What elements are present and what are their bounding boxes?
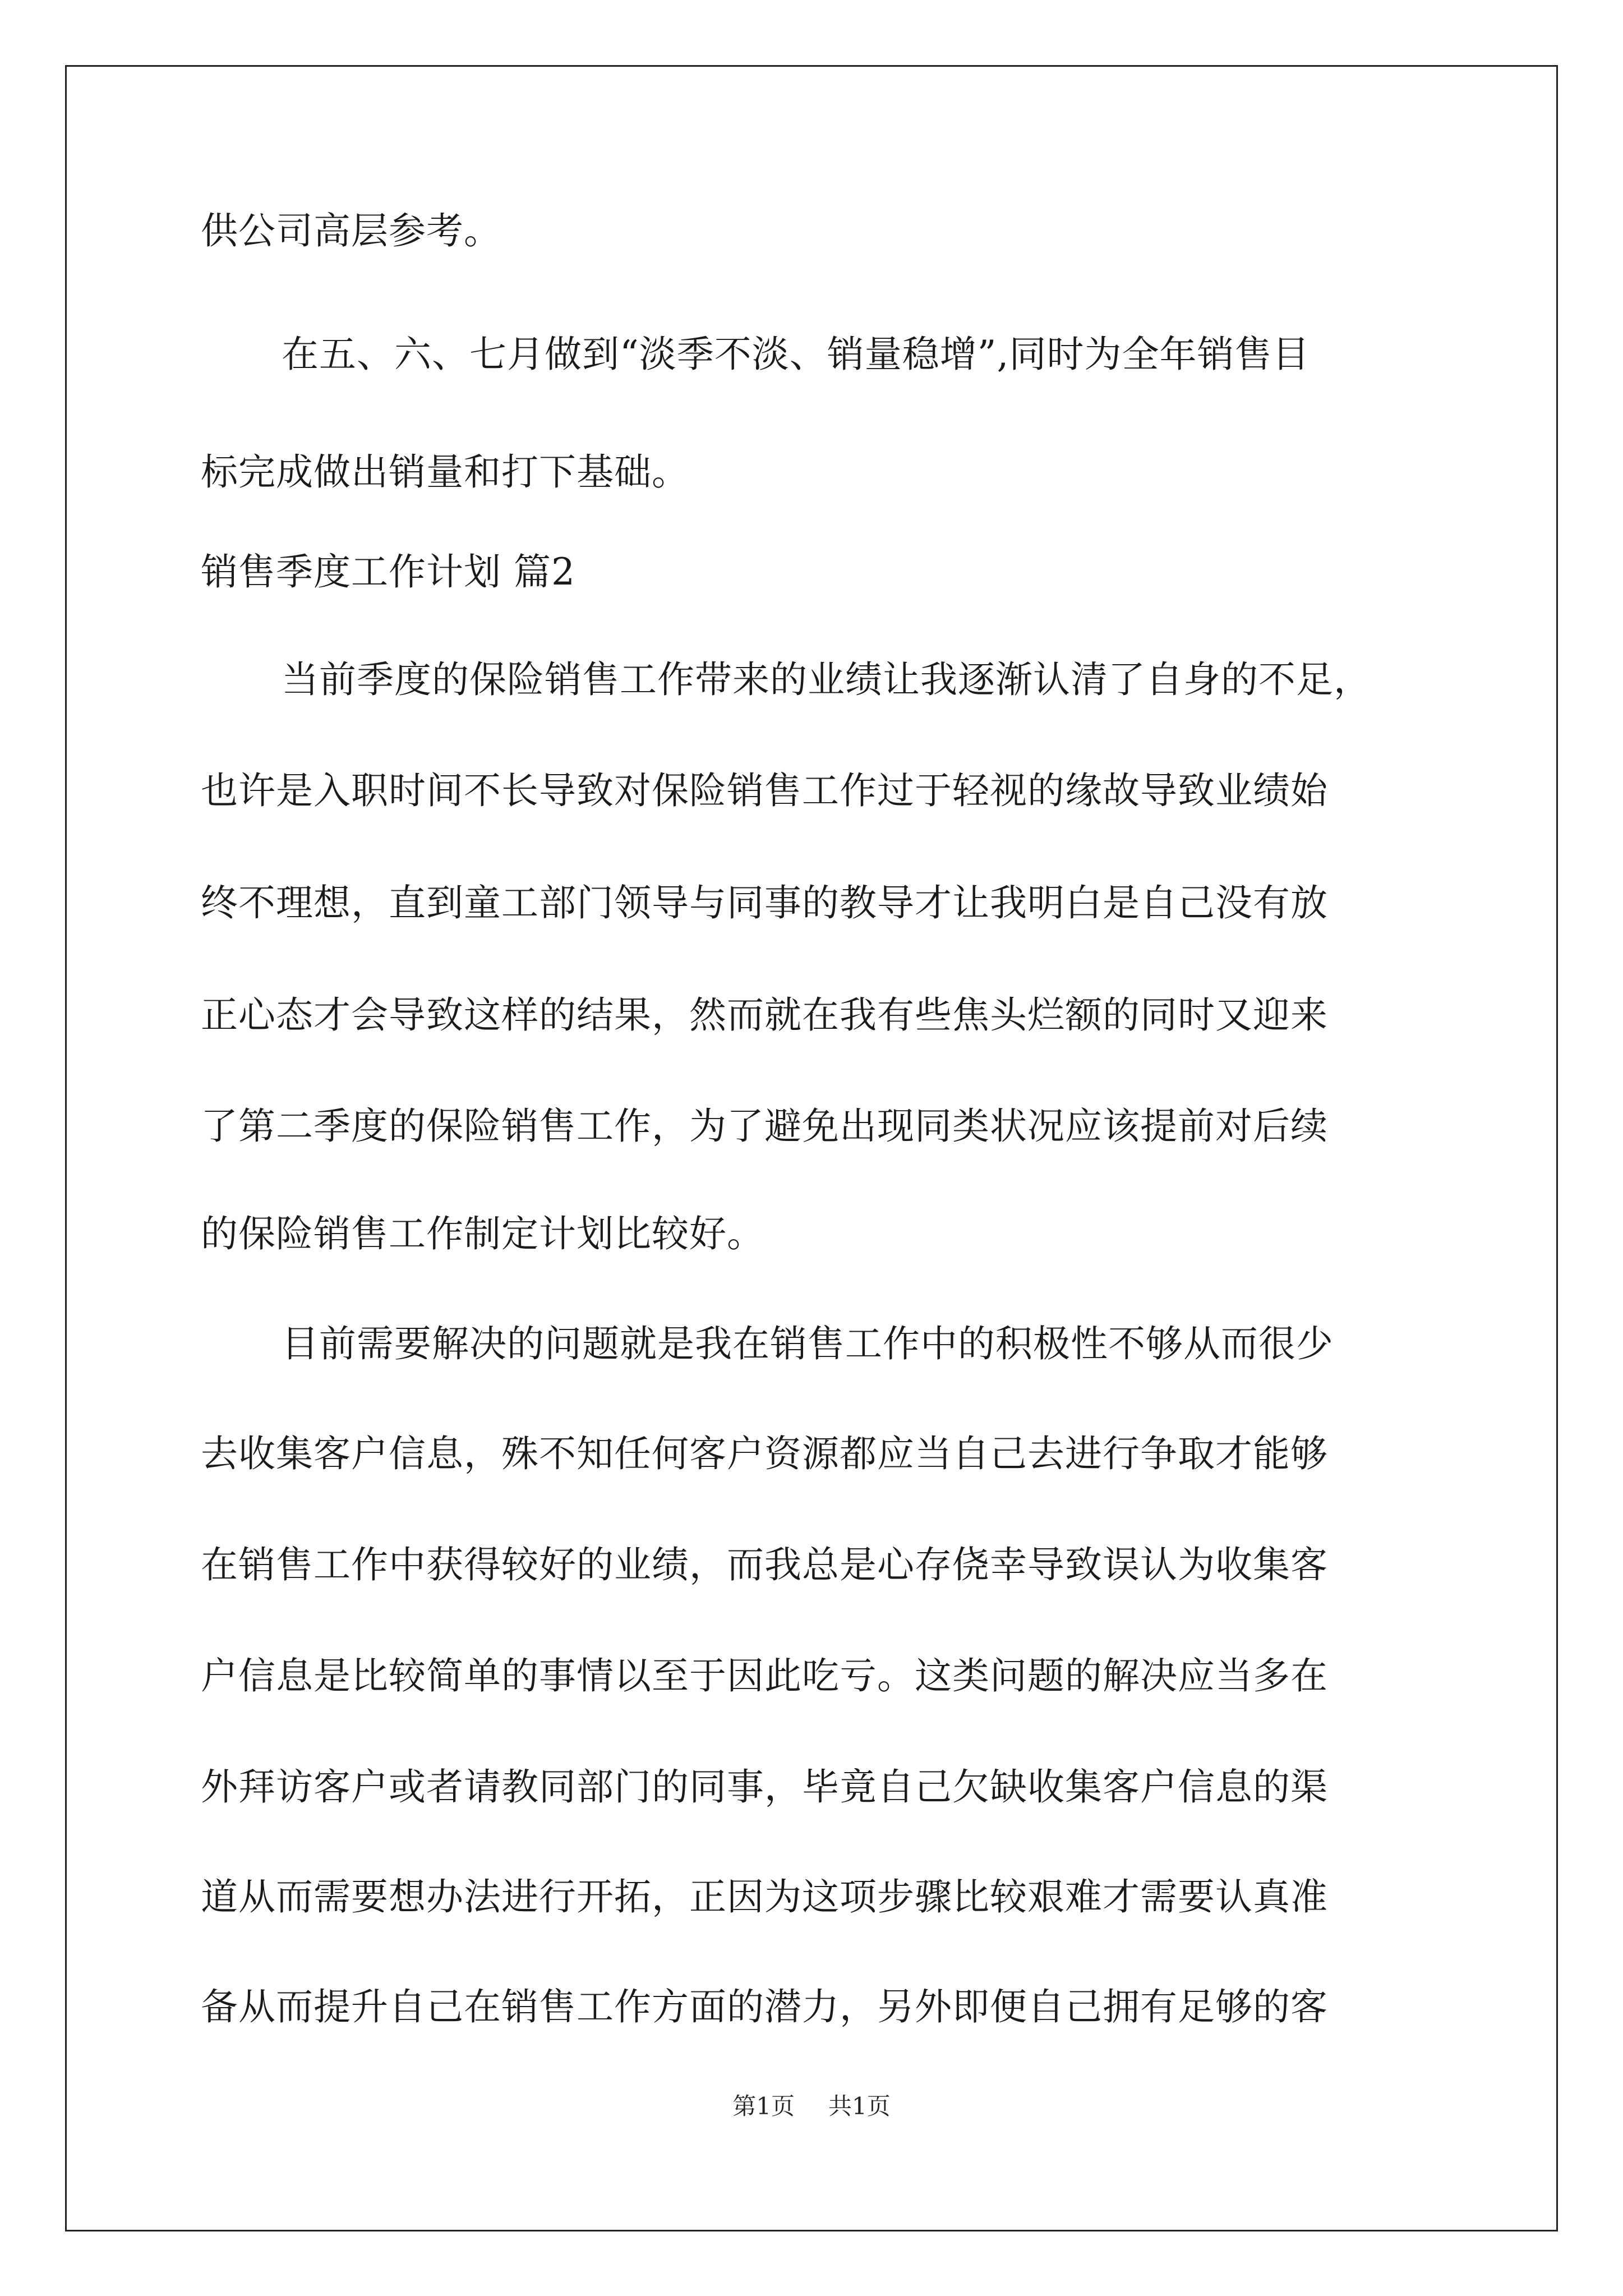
section-heading: 销售季度工作计划 篇2	[201, 550, 575, 593]
page-number-current: 第1页	[732, 2092, 795, 2120]
paragraph-line: 的保险销售工作制定计划比较好。	[201, 1212, 764, 1255]
paragraph-line: 目前需要解决的问题就是我在销售工作中的积极性不够从而很少	[282, 1322, 1334, 1365]
paragraph-line: 道从而需要想办法进行开拓，正因为这项步骤比较艰难才需要认真准	[201, 1875, 1328, 1918]
paragraph-line: 供公司高层参考。	[201, 209, 501, 252]
paragraph-line: 正心态才会导致这样的结果，然而就在我有些焦头烂额的同时又迎来	[201, 993, 1328, 1037]
paragraph-line: 备从而提升自己在销售工作方面的潜力，另外即便自己拥有足够的客	[201, 1985, 1328, 2028]
page-footer	[0, 2092, 1623, 2120]
paragraph-line: 当前季度的保险销售工作带来的业绩让我逐渐认清了自身的不足，	[282, 658, 1371, 701]
paragraph-line: 在五、六、七月做到“淡季不淡、销量稳增”,同时为全年销售目	[282, 333, 1310, 376]
paragraph-line: 终不理想，直到童工部门领导与同事的教导才让我明白是自己没有放	[201, 881, 1328, 924]
paragraph-line: 去收集客户信息，殊不知任何客户资源都应当自己去进行争取才能够	[201, 1432, 1328, 1475]
paragraph-line: 外拜访客户或者请教同部门的同事，毕竟自己欠缺收集客户信息的渠	[201, 1765, 1328, 1809]
page-number-total: 共1页	[828, 2092, 891, 2120]
paragraph-line: 也许是入职时间不长导致对保险销售工作过于轻视的缘故导致业绩始	[201, 769, 1328, 812]
paragraph-line: 了第二季度的保险销售工作，为了避免出现同类状况应该提前对后续	[201, 1105, 1328, 1148]
paragraph-line: 户信息是比较简单的事情以至于因此吃亏。这类问题的解决应当多在	[201, 1654, 1328, 1697]
paragraph-line: 标完成做出销量和打下基础。	[201, 450, 689, 494]
paragraph-line: 在销售工作中获得较好的业绩，而我总是心存侥幸导致误认为收集客	[201, 1543, 1328, 1586]
